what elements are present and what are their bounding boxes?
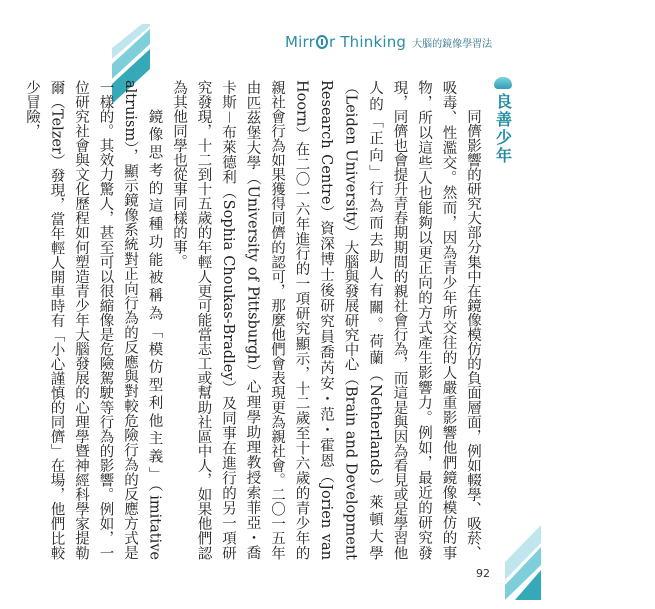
section-tab — [492, 77, 514, 177]
page-number: 92 — [476, 567, 490, 580]
mirror-o-icon — [316, 35, 328, 49]
book-subtitle: 大腦的鏡像學習法 — [412, 38, 493, 50]
section-badge-icon — [494, 77, 512, 89]
brand-text-start: Mirr — [285, 33, 315, 51]
body-text — [24, 80, 485, 560]
decorative-stripes-bottom — [505, 525, 541, 600]
brand-text-end: r Thinking — [328, 33, 407, 51]
section-label: 良善少年 — [493, 93, 513, 165]
running-header — [285, 32, 565, 52]
paragraph: 鏡像思考的這種功能被稱為「模仿型利他主義」（imitative altruism），顯示鏡像系統對正向行為的反應與對較危險行為的反應方式是一樣的。其效力驚人，甚至可以很縮像是危險駕駛等行為的影響。例如，一位研究社會與文化歷程如何塑造青少年大腦發展的心理學暨神經科學家提勒爾（Telzer）發現，當年輕人開車時有「小心謹慎的同儕」在場，他們比較少冒險， — [24, 80, 163, 560]
paragraph: 同儕影響的研究大部分集中在鏡像模仿的負面層面，例如輟學、吸菸、吸毒、性濫交。然而，因為青少年所交往的人嚴重影響他們鏡像模仿的事物，所以這些人也能夠以更正向的方式產生影響力。例如，最近的研究發現，同儕也會提升青春期期間的親社會行為，而這是與因為看見或是學習他人的「正向」行為而去助人有關。荷蘭（Netherlands）萊頓大學（Leiden University）大腦與發展研究中心（Brain and Development Research Centre）資深博士後研究員喬芮安・范・霍恩（Jorien van Hoorn）在二〇一六年進行的一項研究顯示，十二歲至十六歲的青少年的親社會行為如果獲得同儕的認可，那麼他們會表現更為親社會。二〇一五年由匹茲堡大學（University of Pittsburgh）心理學助理教授索菲亞・喬卡斯－布萊德利（Sophia Choukas-Bradley）及同事在進行的另一項研究發現，十二到十五歲的年輕人更可能當志工或幫助社區中人，如果他們認為其他同學也從事同樣的事。 — [171, 80, 481, 560]
book-title-logo — [285, 33, 406, 51]
